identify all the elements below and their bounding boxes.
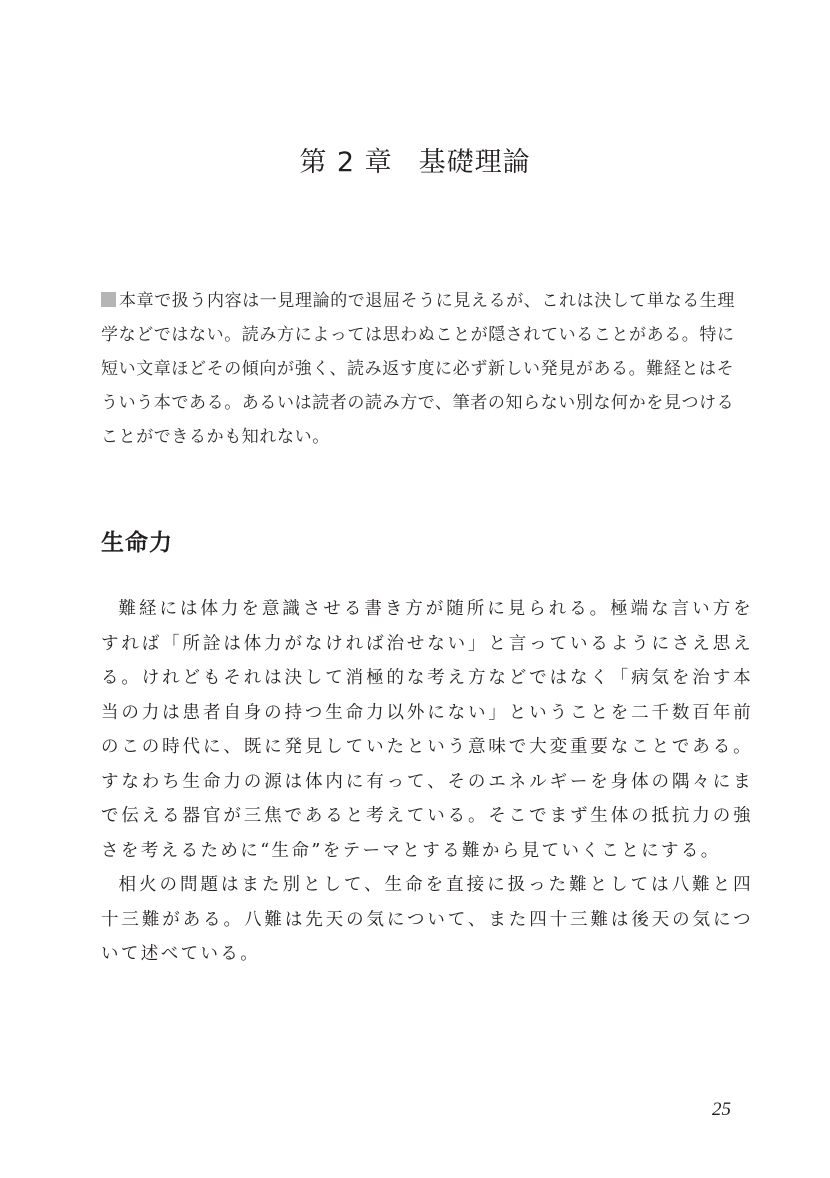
paragraph: 相火の問題はまた別として、生命を直接に扱った難としては八難と四十三難がある。八難は先天の気について、また四十三難は後天の気について述べている。 [101, 875, 753, 964]
chapter-name: 基礎理論 [418, 147, 531, 178]
paragraph: 難経には体力を意識させる書き方が随所に見られる。極端な言い方をすれば「所詮は体力がなければ治せない」と言っているようにさえ思える。けれどもそれは決して消極的な考え方などではなく「病気を治す本当の力は患者自身の持つ生命力以外にない」ということを二千数百年前のこの時代に、既に発見していたという意味で大変重要なことである。すなわち生命力の源は体内に有って、そのエネルギーを身体の隅々にまで伝える器官が三焦であると考えている。そこでまず生体の抵抗力の強さを考えるために“生命”をテーマとする難から見ていくことにする。 [101, 599, 753, 861]
chapter-intro [101, 284, 751, 454]
section-heading: 生命力 [101, 529, 173, 556]
intro-text: 本章で扱う内容は一見理論的で退屈そうに見えるが、これは決して単なる生理学などではない。読み方によっては思わぬことが隠されていることがある。特に短い文章ほどその傾向が強く、読み返す度に必ず新しい発見がある。難経とはそういう本である。あるいは読者の読み方で、筆者の知らない別な何かを見つけることができるかも知れない。 [101, 291, 735, 447]
section-body [101, 592, 753, 972]
chapter-number: 第 2 章 [299, 147, 393, 178]
page-number: 25 [712, 1099, 731, 1120]
chapter-title [0, 140, 830, 179]
square-marker-icon [101, 292, 116, 307]
